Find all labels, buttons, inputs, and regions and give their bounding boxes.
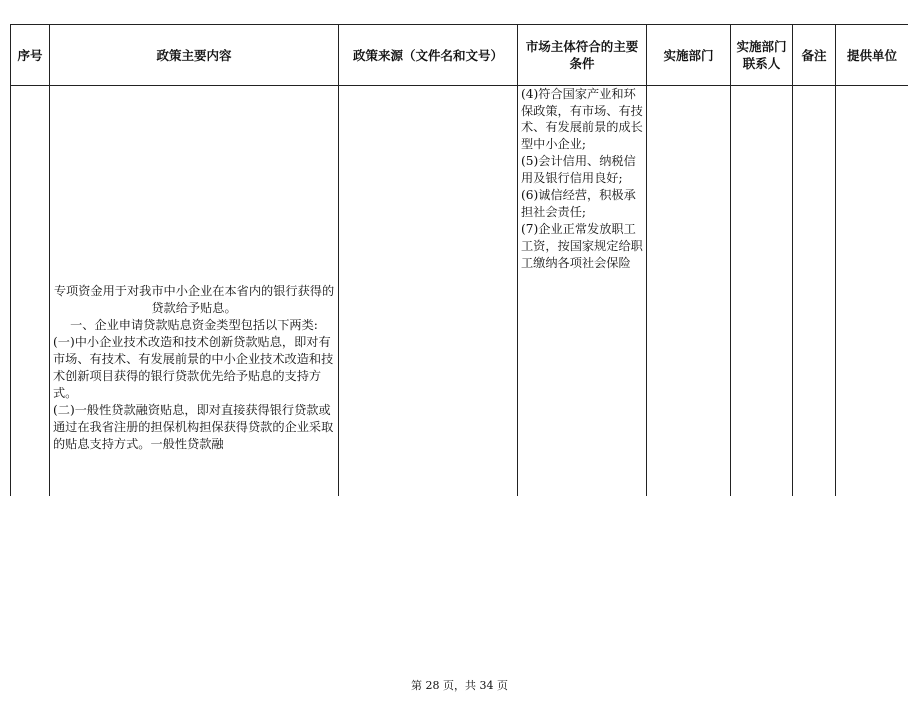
condition-item: (4)符合国家产业和环保政策，有市场、有技术、有发展前景的成长型中小企业; — [521, 86, 643, 152]
header-department: 实施部门 — [647, 25, 731, 86]
cell-source — [339, 86, 518, 497]
cell-contact — [731, 86, 793, 497]
condition-item: (6)诚信经营，积极承担社会责任; — [521, 188, 636, 219]
header-note: 备注 — [793, 25, 836, 86]
policy-table-viewport — [10, 24, 908, 496]
policy-table — [10, 24, 908, 496]
content-paragraph: 专项资金用于对我市中小企业在本省内的银行获得的贷款给予贴息。 — [53, 284, 335, 316]
cell-note — [793, 86, 836, 497]
header-contact: 实施部门联系人 — [731, 25, 793, 86]
header-source: 政策来源（文件名和文号） — [339, 25, 518, 86]
table-header-row — [11, 25, 909, 86]
table-row — [11, 86, 909, 497]
header-serial: 序号 — [11, 25, 50, 86]
cell-content — [50, 86, 339, 497]
header-conditions: 市场主体符合的主要条件 — [518, 25, 647, 86]
cell-conditions — [518, 86, 647, 497]
cell-department — [647, 86, 731, 497]
condition-item: (7)企业正常发放职工工资，按国家规定给职工缴纳各项社会保险 — [521, 221, 643, 270]
content-paragraph: 一、企业申请贷款贴息资金类型包括以下两类: — [70, 318, 318, 333]
cell-provider — [836, 86, 909, 497]
header-provider: 提供单位 — [836, 25, 909, 86]
header-content: 政策主要内容 — [50, 25, 339, 86]
content-paragraph: (一)中小企业技术改造和技术创新贷款贴息，即对有市场、有技术、有发展前景的中小企业技术改造和技术创新项目获得的银行贷款优先给予贴息的支持方式。 — [53, 335, 334, 400]
page-footer: 第 28 页，共 34 页 — [411, 679, 508, 692]
condition-item: (5)会计信用、纳税信用及银行信用良好; — [521, 154, 636, 186]
cell-serial — [11, 86, 50, 497]
content-paragraph: (二)一般性贷款融资贴息，即对直接获得银行贷款或通过在我省注册的担保机构担保获得贷款的企业采取的贴息支持方式。一般性贷款融 — [53, 402, 334, 451]
